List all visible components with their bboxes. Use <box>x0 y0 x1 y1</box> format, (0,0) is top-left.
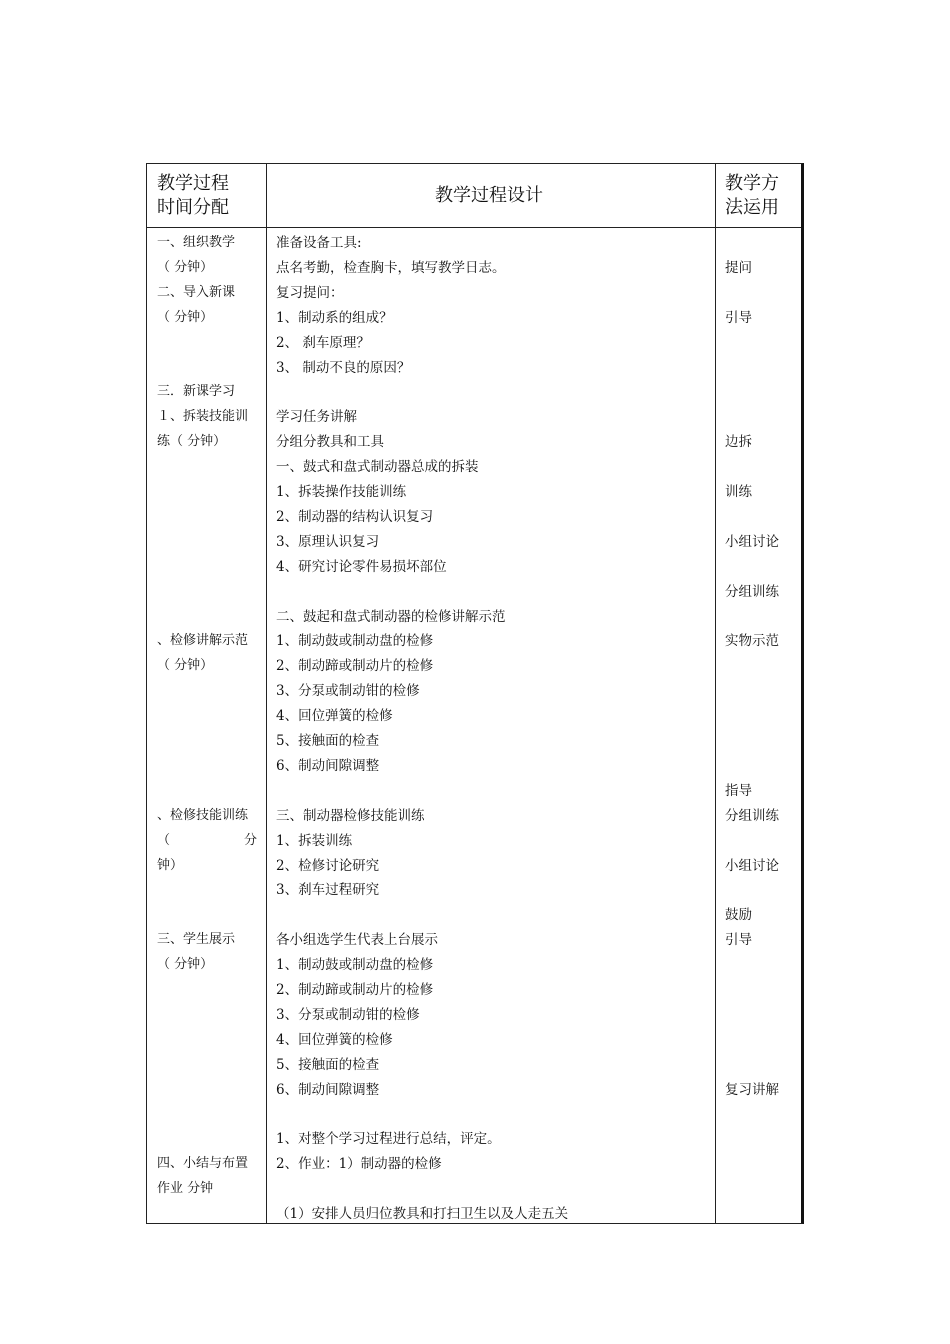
time-allocation-line: （ 分钟） <box>157 259 214 275</box>
teaching-method-line: 提问 <box>725 259 752 276</box>
process-design-line: 2、制动器的结构认识复习 <box>276 508 434 525</box>
process-design-line: 2、制动蹄或制动片的检修 <box>276 982 434 998</box>
process-design-line: 学习任务讲解 <box>276 409 357 426</box>
header-divider <box>147 227 801 228</box>
process-design-line: 1、对整个学习过程进行总结，评定。 <box>276 1131 501 1148</box>
time-allocation-line: 一、组织教学 <box>157 235 236 250</box>
time-allocation-line: 钟） <box>157 857 184 873</box>
column-divider-2 <box>715 164 716 1223</box>
process-design-line: 2、 刹车原理？ <box>276 334 370 351</box>
process-design-line: 3、分泵或制动钳的检修 <box>276 683 420 700</box>
teaching-method-line: 小组讨论 <box>725 533 779 550</box>
teaching-method-line: 引导 <box>725 309 752 326</box>
process-design-line: 1、拆装训练 <box>276 832 353 849</box>
process-design-line: 1、制动系的组成？ <box>276 309 393 326</box>
process-design-line: 点名考勤，检查胸卡，填写教学日志。 <box>276 259 506 276</box>
teaching-method-line: 实物示范 <box>725 633 779 650</box>
time-allocation-line: （ 分 <box>157 832 257 848</box>
time-allocation-line: 三．新课学习 <box>157 384 236 400</box>
time-allocation-line: １、拆装技能训 <box>157 409 249 425</box>
process-design-line: （1）安排人员归位教具和打扫卫生以及人走五关 <box>276 1206 569 1223</box>
teaching-method-line: 边拆 <box>725 434 752 451</box>
process-design-line: 各小组选学生代表上台展示 <box>276 932 438 949</box>
process-design-line: 6、制动间隙调整 <box>276 757 380 774</box>
time-allocation-line: 二、导入新课 <box>157 284 236 300</box>
time-allocation-line: 四、小结与布置 <box>157 1156 249 1172</box>
process-design-line: 一、鼓式和盘式制动器总成的拆装 <box>276 459 479 476</box>
process-design-line: 6、制动间隙调整 <box>276 1081 380 1098</box>
column-divider-1 <box>266 164 267 1223</box>
header-teaching-method: 教学方 法运用 <box>725 173 779 218</box>
teaching-method-line: 指导 <box>725 782 752 799</box>
process-design-line: 1、拆装操作技能训练 <box>276 484 407 500</box>
time-allocation-line: （ 分钟） <box>157 309 214 325</box>
process-design-line: 4、回位弹簧的检修 <box>276 708 393 725</box>
time-allocation-line: 三、学生展示 <box>157 932 236 948</box>
teaching-method-line: 小组讨论 <box>725 857 779 874</box>
process-design-line: 复习提问： <box>276 284 344 301</box>
header-process-design: 教学过程设计 <box>435 185 543 206</box>
lesson-plan-table <box>146 163 804 1224</box>
process-design-line: 3、刹车过程研究 <box>276 882 380 899</box>
process-design-line: 2、作业：1）制动器的检修 <box>276 1156 442 1173</box>
time-allocation-line: 练（ 分钟） <box>157 434 227 450</box>
teaching-method-line: 分组训练 <box>725 583 779 600</box>
process-design-line: 5、接触面的检查 <box>276 1056 380 1073</box>
process-design-line: 3、原理认识复习 <box>276 533 380 550</box>
process-design-line: 二、鼓起和盘式制动器的检修讲解示范 <box>276 608 506 625</box>
teaching-method-line: 训练 <box>725 484 752 500</box>
time-allocation-line: 、检修讲解示范 <box>157 633 249 649</box>
time-allocation-line: （ 分钟） <box>157 957 214 973</box>
process-design-line: 三、制动器检修技能训练 <box>276 807 425 824</box>
process-design-line: 分组分教具和工具 <box>276 434 384 451</box>
process-design-line: 4、回位弹簧的检修 <box>276 1031 393 1048</box>
teaching-method-line: 引导 <box>725 932 752 949</box>
time-allocation-line: 作业 分钟 <box>157 1181 214 1197</box>
teaching-method-line: 鼓励 <box>725 907 752 924</box>
teaching-method-line: 复习讲解 <box>725 1081 779 1098</box>
process-design-line: 2、制动蹄或制动片的检修 <box>276 658 434 675</box>
process-design-line: 2、检修讨论研究 <box>276 857 380 874</box>
process-design-line: 准备设备工具: <box>276 235 362 251</box>
process-design-line: 3、 制动不良的原因？ <box>276 359 411 376</box>
process-design-line: 1、制动鼓或制动盘的检修 <box>276 633 434 650</box>
time-allocation-line: （ 分钟） <box>157 658 214 674</box>
process-design-line: 5、接触面的检查 <box>276 733 380 749</box>
process-design-line: 3、分泵或制动钳的检修 <box>276 1006 420 1023</box>
teaching-method-line: 分组训练 <box>725 807 779 824</box>
header-time-allocation: 教学过程 时间分配 <box>157 173 229 218</box>
time-allocation-line: 、检修技能训练 <box>157 807 249 823</box>
process-design-line: 1、制动鼓或制动盘的检修 <box>276 957 434 974</box>
process-design-line: 4、研究讨论零件易损坏部位 <box>276 558 447 575</box>
